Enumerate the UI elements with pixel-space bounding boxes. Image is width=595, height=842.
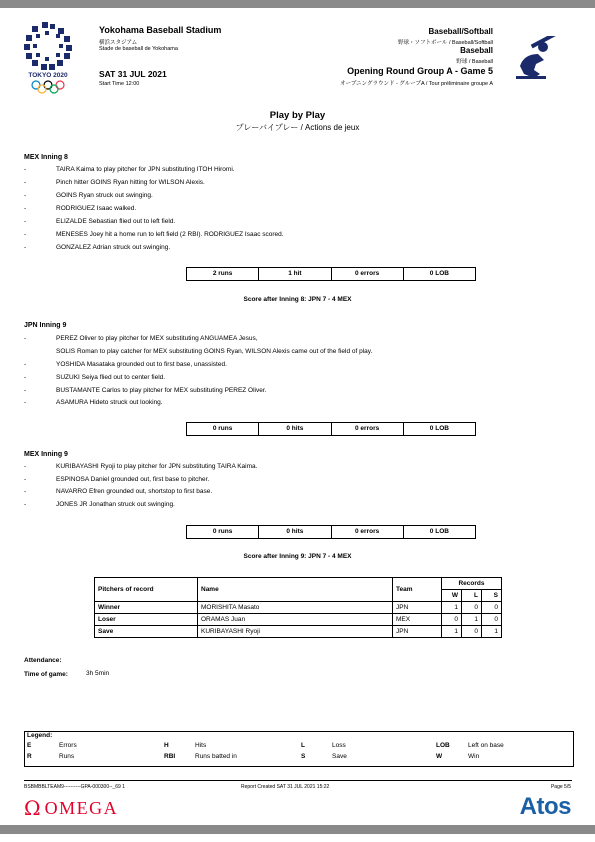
emblem-text: TOKYO 2020 — [28, 72, 68, 79]
col-records: Records — [442, 578, 502, 590]
col-team: Team — [393, 578, 442, 602]
discipline-name: Baseball — [460, 46, 493, 55]
col-s: S — [482, 590, 502, 602]
inning-summary — [186, 267, 476, 281]
time-of-game-value: 3h 5min — [86, 670, 110, 677]
tokyo-2020-emblem — [22, 20, 74, 92]
baseball-pictogram-icon — [510, 36, 558, 80]
inning-title: MEX Inning 9 — [24, 451, 68, 458]
bottom-bar — [0, 825, 595, 834]
venue-name-fr: Stade de baseball de Yokohama — [99, 46, 178, 52]
score-after-inning: Score after Inning 9: JPN 7 - 4 MEX — [243, 553, 352, 560]
report-code: BSBMBBLTEAM9----------GPA-000300--_69 1 — [24, 784, 125, 790]
table-row: Winner MORISHITA Masato JPN 1 0 0 — [95, 602, 502, 614]
atos-logo: Atos — [519, 793, 571, 820]
game-date: SAT 31 JUL 2021 — [99, 69, 167, 79]
summary-lob: 0 LOB — [429, 270, 449, 277]
col-l: L — [462, 590, 482, 602]
event-name: Opening Round Group A - Game 5 — [347, 66, 493, 76]
col-pitchers-of-record: Pitchers of record — [95, 578, 198, 602]
inning-title: JPN Inning 9 — [24, 322, 67, 329]
summary-runs: 2 runs — [187, 268, 259, 280]
time-of-game-label: Time of game: — [24, 671, 68, 678]
venue-name-jp: 横浜スタジアム — [99, 40, 138, 46]
summary-hits: 1 hit — [259, 268, 331, 280]
table-row: Save KURIBAYASHI Ryoji JPN 1 0 1 — [95, 626, 502, 638]
score-after-inning: Score after Inning 8: JPN 7 - 4 MEX — [243, 296, 352, 303]
attendance-label: Attendance: — [24, 657, 62, 664]
summary-errors: 0 errors — [332, 268, 404, 280]
sport-name-sub: 野球・ソフトボール / Baseball/Softball — [398, 40, 493, 46]
event-name-sub: オープニングラウンド - グループA / Tour préliminaire groupe A — [340, 81, 493, 87]
emblem-checker-icon — [22, 20, 74, 72]
col-w: W — [442, 590, 462, 602]
inning-summary — [186, 525, 476, 539]
top-bar — [0, 0, 595, 8]
summary-errors: 0 errors — [332, 423, 404, 435]
legend-title: Legend: — [27, 732, 53, 739]
start-time: Start Time 12:00 — [99, 81, 140, 87]
summary-runs: 0 runs — [187, 423, 259, 435]
page-number: Page 5/5 — [550, 784, 571, 790]
summary-runs: 0 runs — [187, 526, 259, 538]
omega-wordmark: OMEGA — [44, 797, 119, 818]
olympic-rings-icon — [30, 80, 66, 94]
pitchers-of-record-table — [94, 577, 502, 638]
inning-title: MEX Inning 8 — [24, 154, 68, 161]
table-row: Loser ORAMAS Juan MEX 0 1 0 — [95, 614, 502, 626]
omega-logo — [24, 795, 118, 821]
footer-divider — [24, 780, 572, 781]
summary-errors: 0 errors — [332, 526, 404, 538]
legend: Legend: E Errors H Hits L Loss LOB Left on base R Runs RBI Runs batted in S Save W Win — [24, 731, 574, 767]
page-subtitle: プレーバイプレー / Actions de jeux — [235, 123, 360, 132]
summary-hits: 0 hits — [259, 423, 331, 435]
venue-name: Yokohama Baseball Stadium — [99, 25, 222, 35]
col-name: Name — [198, 578, 393, 602]
summary-lob: 0 LOB — [429, 528, 449, 535]
sport-name: Baseball/Softball — [428, 27, 493, 36]
summary-hits: 0 hits — [259, 526, 331, 538]
inning-summary — [186, 422, 476, 436]
page-title: Play by Play — [269, 110, 326, 121]
omega-icon: Ω — [24, 796, 41, 820]
discipline-name-sub: 野球 / Baseball — [456, 59, 493, 65]
summary-lob: 0 LOB — [429, 425, 449, 432]
report-created: Report Created SAT 31 JUL 2021 15:22 — [241, 784, 330, 790]
